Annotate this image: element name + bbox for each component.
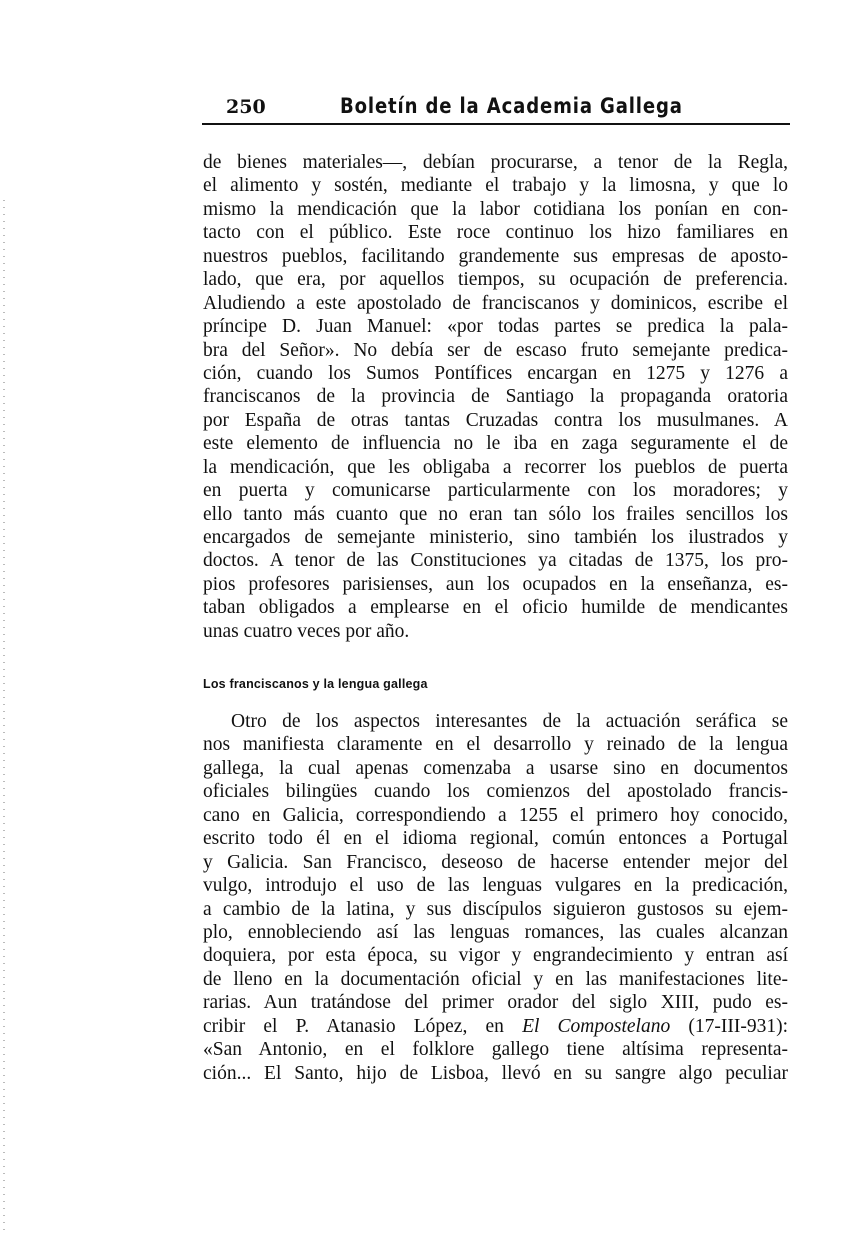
text-line: pios profesores parisienses, aun los ocupados en la enseñanza, es- [203, 573, 788, 595]
text-line: y Galicia. San Francisco, deseoso de hacerse entender mejor del [203, 851, 788, 873]
text-line: lado, que era, por aquellos tiempos, su ocupación de preferencia. [203, 269, 788, 291]
text-line: doctos. A tenor de las Constituciones ya citadas de 1375, los pro- [203, 550, 788, 572]
text-line: el alimento y sostén, mediante el trabajo y la limosna, y que lo [203, 175, 788, 197]
text-line: unas cuatro veces por año. [203, 620, 410, 642]
text-line: a cambio de la latina, y sus discípulos siguieron gustosos su ejem- [203, 898, 788, 920]
header-rule [202, 123, 790, 125]
section-heading: Los franciscanos y la lengua gallega [203, 677, 428, 691]
text-line: de lleno en la documentación oficial y en las manifestaciones lite- [203, 968, 788, 990]
text-line: príncipe D. Juan Manuel: «por todas partes se predica la pala- [203, 316, 788, 338]
paragraph-1 [203, 151, 788, 643]
text-line: nos manifiesta claramente en el desarrollo y reinado de la lengua [203, 734, 788, 756]
text-line: vulgo, introdujo el uso de las lenguas vulgares en la predicación, [203, 875, 788, 897]
running-title: Boletín de la Academia Gallega [340, 94, 683, 118]
text-line: tacto con el público. Este roce continuo los hizo familiares en [203, 222, 788, 244]
scan-edge-marks [0, 0, 14, 1243]
text-line: de bienes materiales—, debían procurarse, a tenor de la Regla, [203, 152, 788, 173]
text-line: «San Antonio, en el folklore gallego tiene altísima representa- [203, 1039, 788, 1061]
text-line: oficiales bilingües cuando los comienzos del apostolado francis- [203, 781, 788, 803]
text-line: en puerta y comunicarse particularmente con los moradores; y [203, 480, 788, 502]
paragraph-2 [203, 710, 788, 1085]
text-line: franciscanos de la provincia de Santiago la propaganda oratoria [203, 386, 788, 408]
text-line: rarias. Aun tratándose del primer orador del siglo XIII, pudo es- [203, 992, 788, 1014]
citation-line [203, 1015, 788, 1038]
newspaper-title: El Compostelano [522, 1015, 671, 1037]
citation-text: cribir el P. Atanasio López, en [203, 1015, 523, 1037]
text-line: escrito todo él en el idioma regional, común entonces a Portugal [203, 828, 788, 850]
text-line: cano en Galicia, correspondiendo a 1255 el primero hoy conocido, [203, 804, 788, 826]
citation-text: (17-III-931): [670, 1015, 789, 1037]
text-line: Otro de los aspectos interesantes de la actuación seráfica se [231, 711, 788, 732]
text-line: nuestros pueblos, facilitando grandemente sus empresas de aposto- [203, 245, 788, 267]
text-line: encargados de semejante ministerio, sino también los ilustrados y [203, 527, 788, 548]
text-line: por España de otras tantas Cruzadas contra los musulmanes. A [203, 409, 788, 431]
text-line: taban obligados a emplearse en el oficio humilde de mendicantes [203, 597, 788, 619]
text-line: Aludiendo a este apostolado de franciscanos y dominicos, escribe el [203, 292, 788, 314]
text-line: ción, cuando los Sumos Pontífices encargan en 1275 y 1276 a [203, 362, 788, 384]
text-line: bra del Señor». No debía ser de escaso fruto semejante predica- [203, 339, 788, 361]
text-line: mismo la mendicación que la labor cotidiana los ponían en con- [203, 198, 788, 220]
text-line: gallega, la cual apenas comenzaba a usarse sino en documentos [203, 757, 788, 779]
text-line: plo, ennobleciendo así las lenguas romances, las cuales alcanzan [203, 921, 788, 943]
text-line: este elemento de influencia no le iba en zaga seguramente el de [203, 433, 788, 455]
text-line: la mendicación, que les obligaba a recorrer los pueblos de puerta [203, 456, 788, 478]
text-line: ello tanto más cuanto que no eran tan sólo los frailes sencillos los [203, 503, 788, 525]
text-line: doquiera, por esta época, su vigor y engrandecimiento y entran así [203, 945, 788, 967]
page-number: 250 [226, 96, 266, 118]
text-line: ción... El Santo, hijo de Lisboa, llevó en su sangre algo peculiar [203, 1062, 788, 1084]
